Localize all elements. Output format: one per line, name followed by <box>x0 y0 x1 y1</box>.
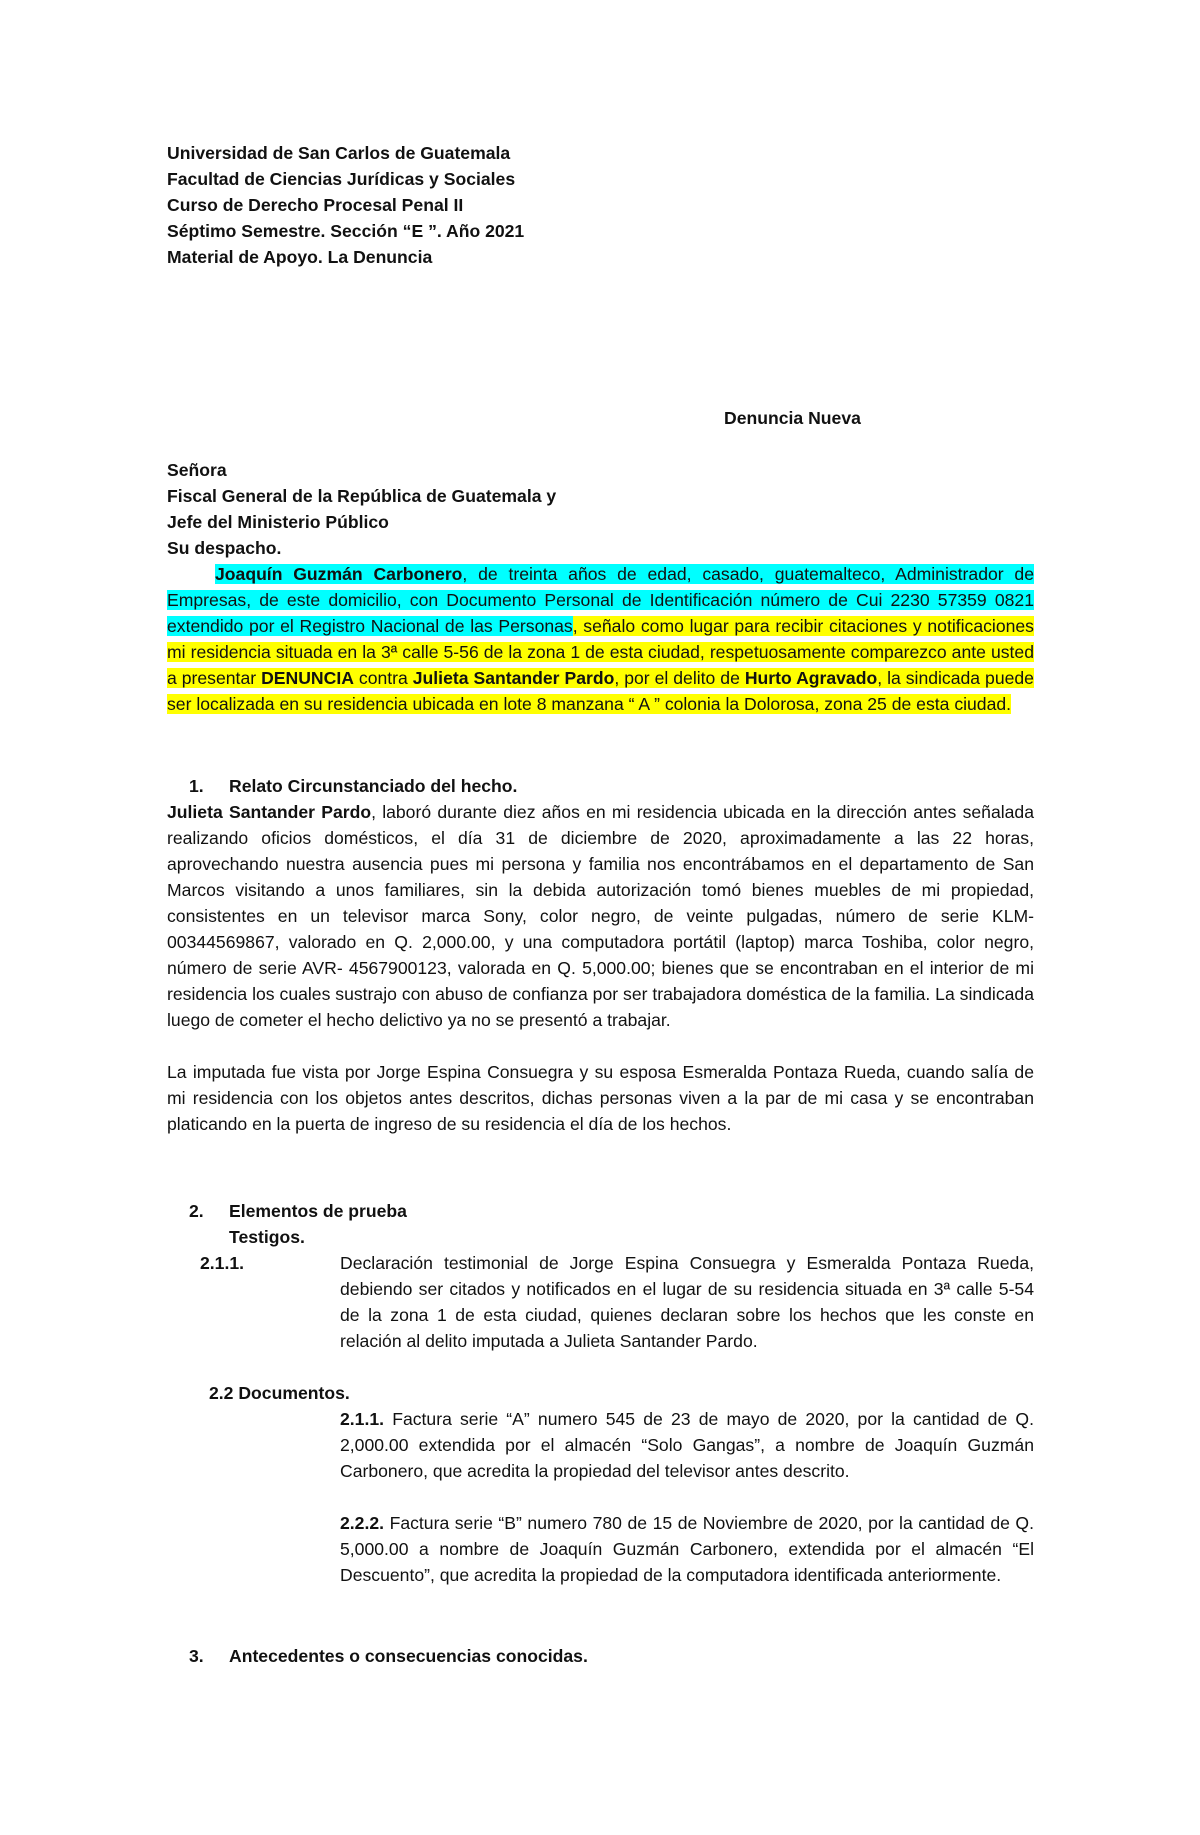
document-item-1-text: Factura serie “A” numero 545 de 23 de mayo de 2020, por la cantidad de Q. 2,000.00 extendida por el almacén “Solo Gangas”, a nombre de Joaquín Guzmán Carbonero, que acredita la propiedad del televisor antes descrito. <box>340 1409 1034 1481</box>
header-faculty: Facultad de Ciencias Jurídicas y Sociales <box>167 169 516 189</box>
section-2-number: 2. <box>189 1201 204 1221</box>
document-item-2-number: 2.2.2. <box>340 1513 385 1533</box>
section-1 <box>167 773 1034 1137</box>
header-material: Material de Apoyo. La Denuncia <box>167 247 433 267</box>
accused-name: Julieta Santander Pardo <box>412 668 615 688</box>
header-semester: Séptimo Semestre. Sección “E ”. Año 2021 <box>167 221 525 241</box>
intro-location: , la sindicada puede ser localizada en su residencia ubicada en lote 8 manzana “ A ” colonia la Dolorosa, zona 25 de esta ciudad. <box>167 668 1034 714</box>
complainant-name: Joaquín Guzmán Carbonero <box>215 564 463 584</box>
narrative-accused-name: Julieta Santander Pardo <box>167 802 372 822</box>
crime-name: Hurto Agravado <box>744 668 878 688</box>
document-item-1-number: 2.1.1. <box>340 1409 385 1429</box>
recipient-title: Fiscal General de la República de Guatemala y <box>167 486 557 506</box>
document-title: Denuncia Nueva <box>724 408 861 428</box>
section-2-heading <box>167 1198 1034 1224</box>
recipient-office: Jefe del Ministerio Público <box>167 512 389 532</box>
section-3 <box>167 1643 1034 1669</box>
section-1-heading <box>167 773 1034 799</box>
section-3-number: 3. <box>189 1646 204 1666</box>
section-1-title: Relato Circunstanciado del hecho. <box>229 776 518 796</box>
section-1-number: 1. <box>189 776 204 796</box>
header-course: Curso de Derecho Procesal Penal II <box>167 195 464 215</box>
intro-crime-label: , por el delito de <box>614 668 745 688</box>
section-2-title: Elementos de prueba <box>229 1201 407 1221</box>
recipient-block <box>167 457 1034 561</box>
witness-item-number: 2.1.1. <box>200 1253 245 1273</box>
section-3-heading <box>167 1643 1034 1669</box>
section-2 <box>167 1198 1034 1250</box>
narrative-text: , laboró durante diez años en mi residencia ubicada en la dirección antes señalada realizando oficios domésticos, el día 31 de diciembre de 2020, aproximadamente a las 22 horas, aprovechando nuestra ausencia pues mi persona y familia nos encontrábamos en el departamento de San Marcos visitando a unos familiares, sin la debida autorización tomó bienes muebles de mi propiedad, consistentes en un televisor marca Sony, color negro, de veinte pulgadas, número de serie KLM- 00344569867, valorado en Q. 2,000.00, y una computadora portátil (laptop) marca Toshiba, color negro, número de serie AVR- 4567900123, valorada en Q. 5,000.00; bienes que se encontraban en el interior de mi residencia los cuales sustrajo con abuso de confianza por ser trabajadora doméstica de la familia. La sindicada luego de cometer el hecho delictivo ya no se presentó a trabajar. <box>167 802 1034 1030</box>
denuncia-keyword: DENUNCIA <box>261 668 354 688</box>
recipient-salutation: Señora <box>167 460 227 480</box>
intro-paragraph <box>167 561 1034 717</box>
witness-item <box>200 1250 1034 1354</box>
document-header <box>167 140 1034 270</box>
header-university: Universidad de San Carlos de Guatemala <box>167 143 511 163</box>
document-item-1 <box>340 1406 1034 1484</box>
intro-identification: , de treinta años de edad, casado, guatemalteco, Administrador de Empresas, de este domicilio, con Documento Personal de Identificación número de Cui 2230 57359 0821 extendido por el Registro Nacional de las Personas <box>167 564 1035 636</box>
witness-item-text: Declaración testimonial de Jorge Espina Consuegra y Esmeralda Pontaza Rueda, debiendo ser citados y notificados en el lugar de su residencia situada en 3ª calle 5-54 de la zona 1 de esta ciudad, quienes declaran sobre los hechos que les conste en relación al delito imputada a Julieta Santander Pardo. <box>340 1253 1034 1351</box>
intro-address: , señalo como lugar para recibir citaciones y notificaciones mi residencia situada en la 3ª calle 5-56 de la zona 1 de esta ciudad, respetuosamente comparezco ante usted a presentar <box>167 616 1034 688</box>
recipient-closing: Su despacho. <box>167 538 282 558</box>
intro-contra: contra <box>353 668 413 688</box>
witness-paragraph: La imputada fue vista por Jorge Espina Consuegra y su esposa Esmeralda Pontaza Rueda, cuando salía de mi residencia con los objetos antes descritos, dichas personas viven a la par de mi casa y se encontraban platicando en la puerta de ingreso de su residencia el día de los hechos. <box>167 1062 1034 1134</box>
documents-heading: 2.2 Documentos. <box>209 1383 350 1403</box>
narrative-paragraph <box>167 799 1034 1033</box>
witnesses-heading: Testigos. <box>229 1227 305 1247</box>
document-item-2 <box>340 1510 1034 1588</box>
section-3-title: Antecedentes o consecuencias conocidas. <box>229 1646 588 1666</box>
document-item-2-text: Factura serie “B” numero 780 de 15 de Noviembre de 2020, por la cantidad de Q. 5,000.00 a nombre de Joaquín Guzmán Carbonero, extendida por el almacén “El Descuento”, que acredita la propiedad de la computadora identificada anteriormente. <box>340 1513 1035 1585</box>
